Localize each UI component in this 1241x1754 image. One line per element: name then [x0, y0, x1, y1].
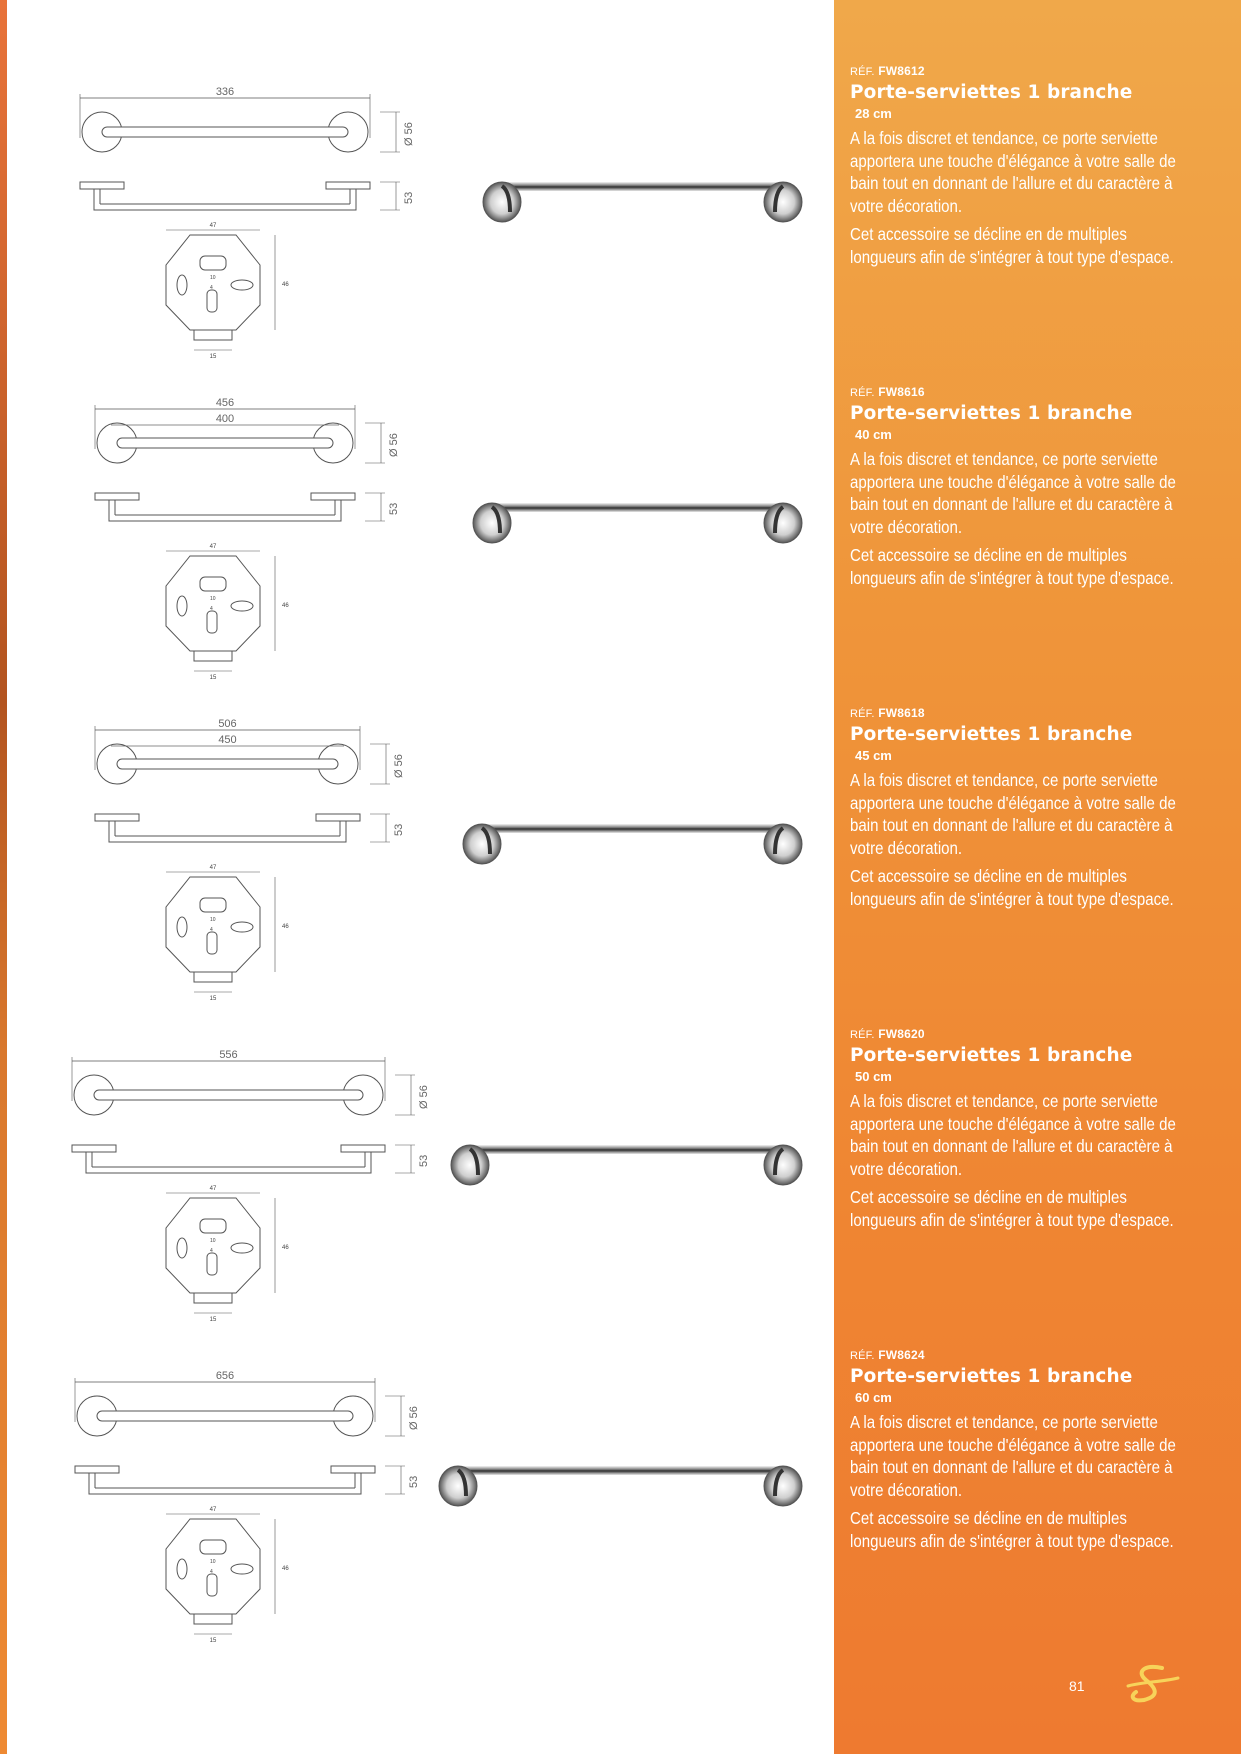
- product-size: 45 cm: [855, 748, 892, 763]
- product-info: [850, 385, 1190, 595]
- product-description-extra: Cet accessoire se décline en de multiples longueurs afin de s'intégrer à tout type d'espace.: [850, 866, 1174, 909]
- product-description-extra: Cet accessoire se décline en de multiples longueurs afin de s'intégrer à tout type d'espace.: [850, 1508, 1174, 1551]
- page-number: 81: [1069, 1678, 1085, 1694]
- brand-logo-icon: [1122, 1662, 1182, 1711]
- dim-hole-b: 4: [210, 1248, 213, 1254]
- dim-depth: 53: [403, 191, 415, 204]
- dim-plate-height: 46: [282, 282, 289, 288]
- dim-plate-height: 46: [282, 1245, 289, 1251]
- product-info: [850, 1348, 1190, 1558]
- dim-depth: 53: [388, 502, 400, 515]
- dim-depth: 53: [393, 823, 405, 836]
- reference-code: FW8618: [878, 706, 925, 720]
- product-row: [0, 963, 834, 1323]
- product-description: A la fois discret et tendance, ce porte serviette apportera une touche d'élégance à votre salle de bain tout en donnant de l'allure et du caractère à votre décoration.: [850, 128, 1176, 216]
- dim-plate-width: 47: [209, 544, 217, 550]
- reference-code: FW8612: [878, 64, 925, 78]
- product-title: Porte-serviettes 1 branche: [850, 1366, 1133, 1387]
- towel-bar-photo: [480, 172, 860, 232]
- dim-plate-height: 46: [282, 924, 289, 930]
- reference-label: RÉF.: [850, 708, 875, 720]
- reference-label: RÉF.: [850, 66, 875, 78]
- dim-depth: 53: [418, 1154, 430, 1167]
- dim-overall-length: 336: [215, 86, 235, 98]
- product-size: 40 cm: [855, 427, 892, 442]
- dim-hole-a: 10: [210, 275, 216, 281]
- product-title: Porte-serviettes 1 branche: [850, 403, 1133, 424]
- product-description-extra: Cet accessoire se décline en de multiples longueurs afin de s'intégrer à tout type d'espace.: [850, 224, 1174, 267]
- reference-label: RÉF.: [850, 1350, 875, 1362]
- dim-hole-b: 4: [210, 1569, 213, 1575]
- reference-label: RÉF.: [850, 1029, 875, 1041]
- product-info: [850, 706, 1190, 916]
- product-size: 60 cm: [855, 1390, 892, 1405]
- reference-code: FW8616: [878, 385, 925, 399]
- product-size: 28 cm: [855, 106, 892, 121]
- dim-plate-width: 47: [209, 1507, 217, 1513]
- dim-overall-length: 556: [219, 1049, 238, 1061]
- dim-base: 15: [209, 996, 217, 1002]
- dim-plate-width: 47: [209, 223, 217, 229]
- dim-inner-length: 400: [215, 413, 235, 425]
- dim-plate-height: 46: [282, 603, 289, 609]
- dim-overall-length: 506: [218, 718, 237, 730]
- product-description: A la fois discret et tendance, ce porte serviette apportera une touche d'élégance à votre salle de bain tout en donnant de l'allure et du caractère à votre décoration.: [850, 449, 1176, 537]
- product-description: A la fois discret et tendance, ce porte serviette apportera une touche d'élégance à votre salle de bain tout en donnant de l'allure et du caractère à votre décoration.: [850, 1091, 1176, 1179]
- product-row: [0, 0, 834, 360]
- dim-inner-length: 450: [218, 734, 237, 746]
- product-description: A la fois discret et tendance, ce porte serviette apportera une touche d'élégance à votre salle de bain tout en donnant de l'allure et du caractère à votre décoration.: [850, 1412, 1176, 1500]
- product-reference: [850, 1027, 1190, 1041]
- dim-hole-a: 10: [210, 596, 216, 602]
- product-size: 50 cm: [855, 1069, 892, 1084]
- product-reference: [850, 385, 1190, 399]
- dim-plate-height: 46: [282, 1566, 289, 1572]
- product-info: [850, 1027, 1190, 1237]
- dim-base: 15: [209, 675, 217, 681]
- towel-bar-photo: [436, 1456, 816, 1516]
- technical-drawing: [60, 1344, 420, 1665]
- dim-hole-b: 4: [210, 606, 213, 612]
- dim-depth: 53: [408, 1475, 420, 1488]
- dim-base: 15: [209, 354, 217, 360]
- product-reference: [850, 64, 1190, 78]
- product-row: [0, 1284, 834, 1644]
- towel-bar-photo: [470, 493, 850, 553]
- product-title: Porte-serviettes 1 branche: [850, 82, 1133, 103]
- product-title: Porte-serviettes 1 branche: [850, 1045, 1133, 1066]
- reference-code: FW8620: [878, 1027, 925, 1041]
- product-reference: [850, 706, 1190, 720]
- product-title: Porte-serviettes 1 branche: [850, 724, 1133, 745]
- dim-diameter: Ø 56: [403, 122, 415, 146]
- product-row: [0, 321, 834, 681]
- product-description-extra: Cet accessoire se décline en de multiples longueurs afin de s'intégrer à tout type d'espace.: [850, 545, 1174, 588]
- dim-overall-length: 456: [215, 397, 235, 409]
- reference-code: FW8624: [878, 1348, 925, 1362]
- dim-base: 15: [209, 1638, 217, 1644]
- dim-hole-a: 10: [210, 1238, 216, 1244]
- dim-base: 15: [209, 1317, 217, 1323]
- product-description: A la fois discret et tendance, ce porte serviette apportera une touche d'élégance à votre salle de bain tout en donnant de l'allure et du caractère à votre décoration.: [850, 770, 1176, 858]
- dim-diameter: Ø 56: [408, 1406, 420, 1430]
- towel-bar-photo: [460, 814, 840, 874]
- dim-hole-a: 10: [210, 1559, 216, 1565]
- product-info: [850, 64, 1190, 274]
- dim-diameter: Ø 56: [393, 754, 405, 778]
- dim-diameter: Ø 56: [388, 433, 400, 457]
- towel-bar-photo: [448, 1135, 828, 1195]
- dim-overall-length: 656: [215, 1370, 235, 1382]
- product-row: [0, 642, 834, 1002]
- dim-plate-width: 47: [209, 865, 217, 871]
- product-reference: [850, 1348, 1190, 1362]
- dim-hole-b: 4: [210, 927, 213, 933]
- product-description-extra: Cet accessoire se décline en de multiples longueurs afin de s'intégrer à tout type d'espace.: [850, 1187, 1174, 1230]
- dim-diameter: Ø 56: [418, 1085, 430, 1109]
- dim-plate-width: 47: [209, 1186, 217, 1192]
- reference-label: RÉF.: [850, 387, 875, 399]
- dim-hole-a: 10: [210, 917, 216, 923]
- dim-hole-b: 4: [210, 285, 213, 291]
